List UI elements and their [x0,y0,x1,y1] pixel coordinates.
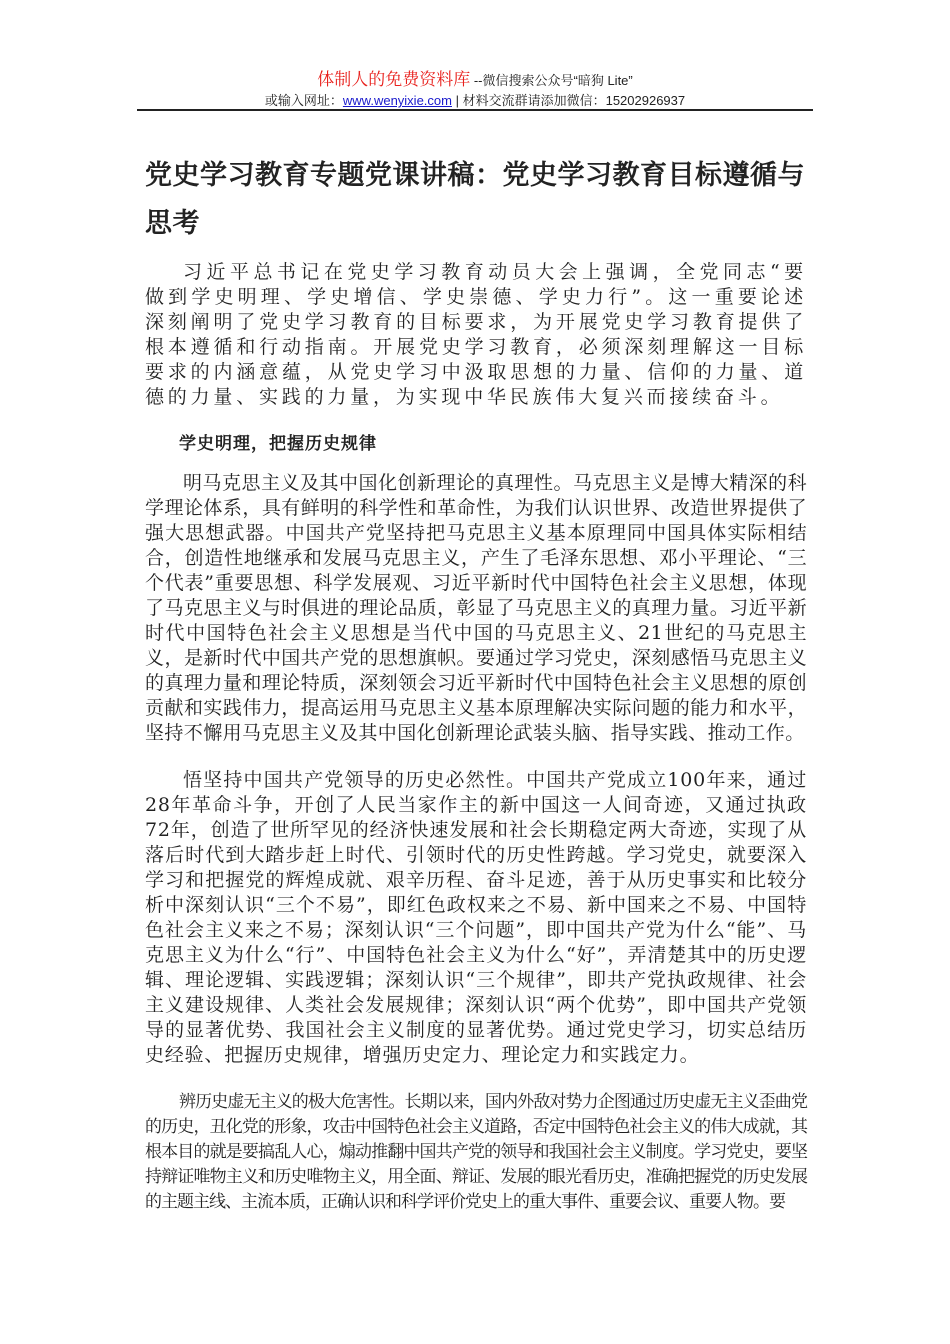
url-prefix: 或输入网址： [264,93,343,108]
header-divider [137,109,813,111]
document-body [145,260,807,1237]
header-line-2 [0,91,950,111]
paragraph: 辨历史虚无主义的极大危害性。长期以来，国内外敌对势力企图通过历史虚无主义歪曲党的历史，丑化党的形象，攻击中国特色社会主义道路，否定中国特色社会主义的伟大成就，其根本目的就是要搞乱人心，煽动推翻中国共产党的领导和我国社会主义制度。学习党史，要坚持辩证唯物主义和历史唯物主义，用全面、辩证、发展的眼光看历史，准确把握党的历史发展的主题主线、主流本质，正确认识和科学评价党史上的重大事件、重要会议、重要人物。要 [145,1092,807,1212]
page-header [0,70,950,111]
paragraph: 明马克思主义及其中国化创新理论的真理性。马克思主义是博大精深的科学理论体系，具有鲜明的科学性和革命性，为我们认识世界、改造世界提供了强大思想武器。中国共产党坚持把马克思主义基本原理同中国具体实际相结合，创造性地继承和发展马克思主义，产生了毛泽东思想、邓小平理论、“三个代表”重要思想、科学发展观、习近平新时代中国特色社会主义思想，体现了马克思主义与时俱进的理论品质，彰显了马克思主义的真理力量。习近平新时代中国特色社会主义思想是当代中国的马克思主义、21世纪的马克思主义，是新时代中国共产党的思想旗帜。要通过学习党史，深刻感悟马克思主义的真理力量和理论特质，深刻领会习近平新时代中国特色社会主义思想的原创贡献和实践伟力，提高运用马克思主义基本原理解决实际问题的能力和水平，坚持不懈用马克思主义及其中国化创新理论武装头脑、指导实践、推动工作。 [145,472,807,744]
header-tagline: --微信搜索公众号“暗狗 Lite” [470,73,633,88]
section-heading: 学史明理，把握历史规律 [179,434,377,454]
paragraph: 习近平总书记在党史学习教育动员大会上强调，全党同志“要做到学史明理、学史增信、学史崇德、学史力行”。这一重要论述深刻阐明了党史学习教育的目标要求，为开展党史学习教育提供了根本遵循和行动指南。开展党史学习教育，必须深刻理解这一目标要求的内涵意蕴，从党史学习中汲取思想的力量、信仰的力量、道德的力量、实践的力量，为实现中华民族伟大复兴而接续奋斗。 [145,261,807,408]
paragraph: 悟坚持中国共产党领导的历史必然性。中国共产党成立100年来，通过28年革命斗争，开创了人民当家作主的新中国这一人间奇迹，又通过执政72年，创造了世所罕见的经济快速发展和社会长期稳定两大奇迹，实现了从落后时代到大踏步赶上时代、引领时代的历史性跨越。学习党史，就要深入学习和把握党的辉煌成就、艰辛历程、奋斗足迹，善于从历史事实和比较分析中深刻认识“三个不易”，即红色政权来之不易、新中国来之不易、中国特色社会主义来之不易；深刻认识“三个问题”，即中国共产党为什么“能”、马克思主义为什么“行”、中国特色社会主义为什么“好”，弄清楚其中的历史逻辑、理论逻辑、实践逻辑；深刻认识“三个规律”，即共产党执政规律、社会主义建设规律、人类社会发展规律；深刻认识“两个优势”，即中国共产党领导的显著优势、我国社会主义制度的显著优势。通过党史学习，切实总结历史经验、把握历史规律，增强历史定力、理论定力和实践定力。 [145,769,807,1066]
document-title: 党史学习教育专题党课讲稿：党史学习教育目标遵循与思考 [145,160,805,239]
header-line-1 [0,70,950,91]
contact-info: | 材料交流群请添加微信：15202926937 [451,93,686,108]
brand-name: 体制人的免费资料库 [317,70,471,89]
website-link[interactable]: www.wenyixie.com [342,93,452,108]
